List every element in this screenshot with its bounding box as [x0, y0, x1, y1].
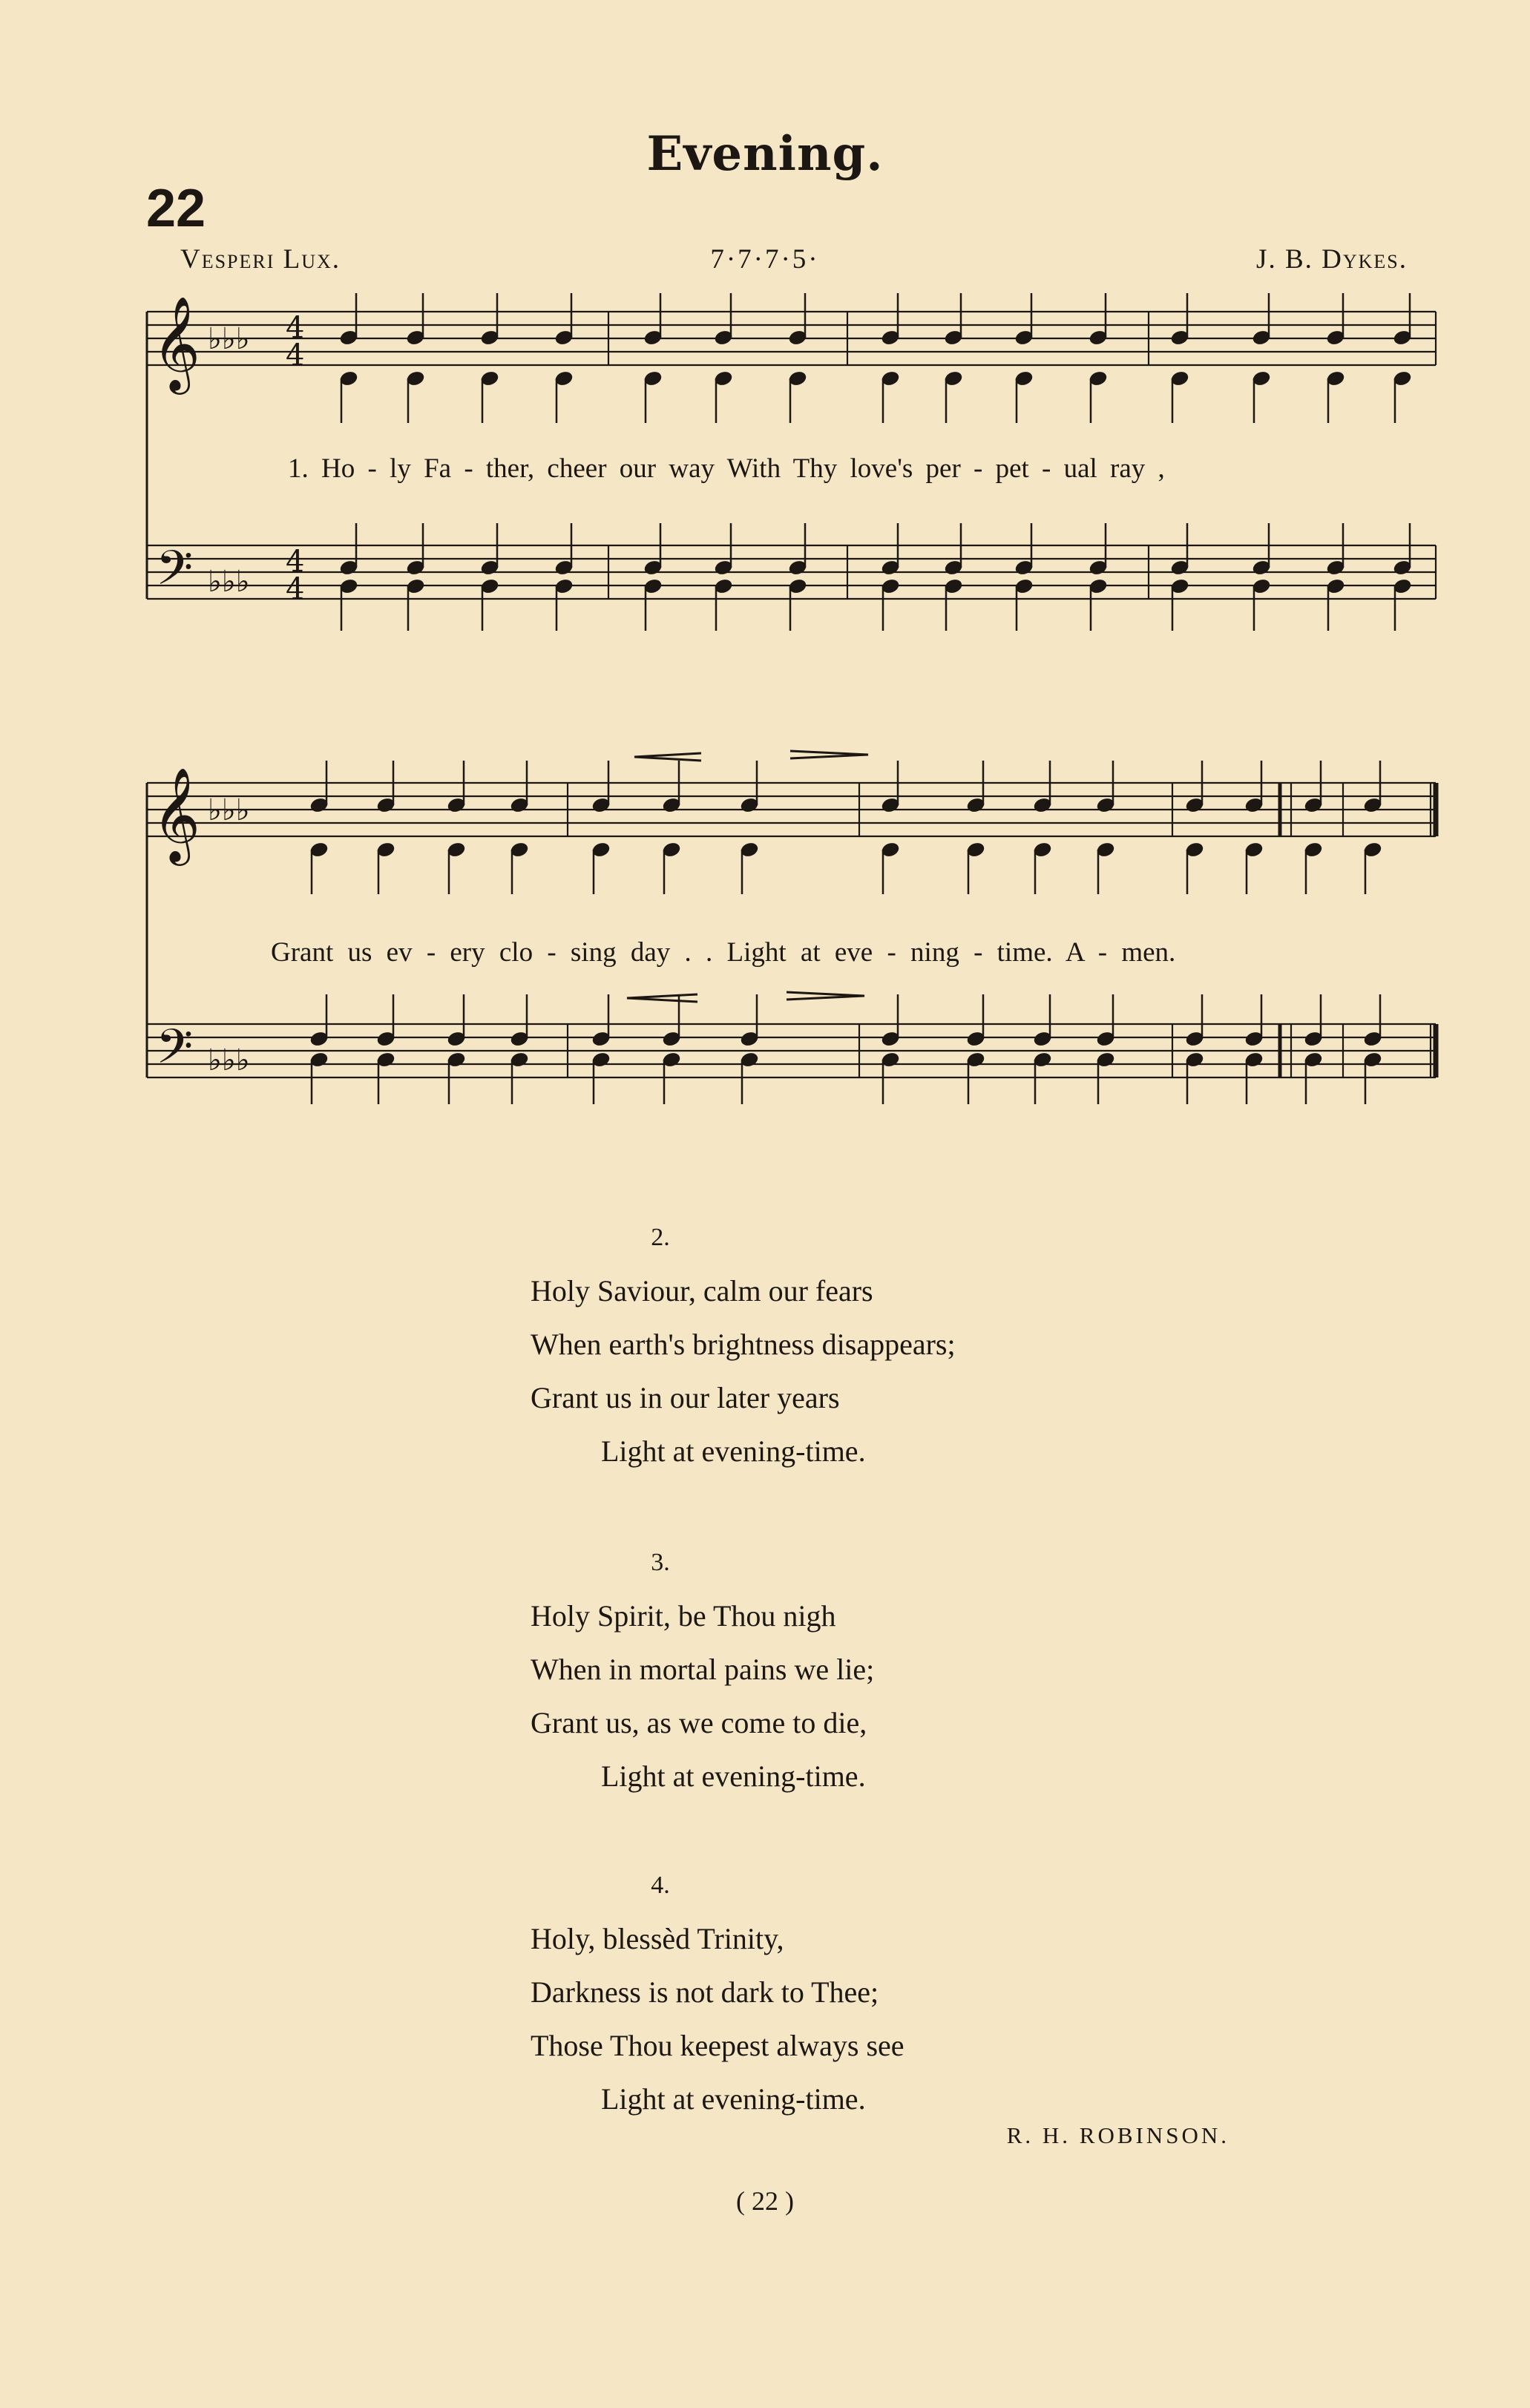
crescendo-hairpin [634, 753, 701, 761]
verse-line: Grant us in our later years [531, 1381, 840, 1414]
verse-4 [531, 1859, 904, 2126]
page-number: ( 22 ) [736, 2186, 794, 2216]
decrescendo-hairpin [790, 751, 868, 758]
lyrics-line-1: 1. Ho - ly Fa - ther, cheer our way With Thy love's per - pet - ual ray , [288, 453, 1165, 484]
verse-line: Holy Spirit, be Thou nigh [531, 1599, 836, 1633]
music-score [0, 0, 1530, 1158]
verse-line: When earth's brightness disappears; [531, 1328, 956, 1361]
hymn-number: 22 [146, 179, 206, 238]
verse-line: Holy Saviour, calm our fears [531, 1274, 873, 1308]
time-signature: 4 [286, 572, 305, 606]
key-signature-flats: ♭♭♭ [208, 793, 250, 827]
hymn-title: Evening. [646, 126, 884, 182]
verse-line: When in mortal pains we lie; [531, 1653, 875, 1686]
verse-refrain-line: Light at evening-time. [601, 2082, 866, 2116]
meter: 7·7·7·5· [710, 244, 820, 275]
decrescendo-hairpin [787, 992, 864, 1000]
time-signature: 4 [286, 545, 305, 579]
time-signature: 4 [286, 311, 305, 345]
key-signature-flats: ♭♭♭ [208, 322, 250, 356]
treble-clef: 𝄞 [152, 767, 201, 862]
crescendo-hairpin [627, 994, 697, 1002]
verse-line: Holy, blessèd Trinity, [531, 1922, 784, 1955]
key-signature-flats: ♭♭♭ [208, 565, 250, 599]
verse-refrain-line: Light at evening-time. [601, 1759, 866, 1793]
verse-line: Darkness is not dark to Thee; [531, 1975, 879, 2009]
bass-clef: 𝄢 [156, 541, 194, 608]
verse-number: 2. [651, 1224, 670, 1251]
key-signature-flats: ♭♭♭ [208, 1043, 250, 1077]
verse-line: Grant us, as we come to die, [531, 1706, 867, 1739]
verse-line: Those Thou keepest always see [531, 2029, 904, 2062]
bass-clef: 𝄢 [156, 1020, 194, 1086]
time-signature: 4 [286, 338, 305, 373]
verse-3 [531, 1536, 874, 1803]
verse-number: 4. [651, 1871, 670, 1899]
author-credit: R. H. ROBINSON. [1006, 2122, 1229, 2148]
verse-number: 3. [651, 1549, 670, 1576]
tune-name: Vesperi Lux. [180, 244, 341, 275]
verse-2 [531, 1211, 956, 1478]
treble-clef: 𝄞 [152, 295, 201, 390]
composer: J. B. Dykes. [1256, 244, 1408, 275]
lyrics-line-2: Grant us ev - ery clo - sing day . . Light at eve - ning - time. A - men. [271, 937, 1176, 968]
verse-refrain-line: Light at evening-time. [601, 1434, 866, 1468]
